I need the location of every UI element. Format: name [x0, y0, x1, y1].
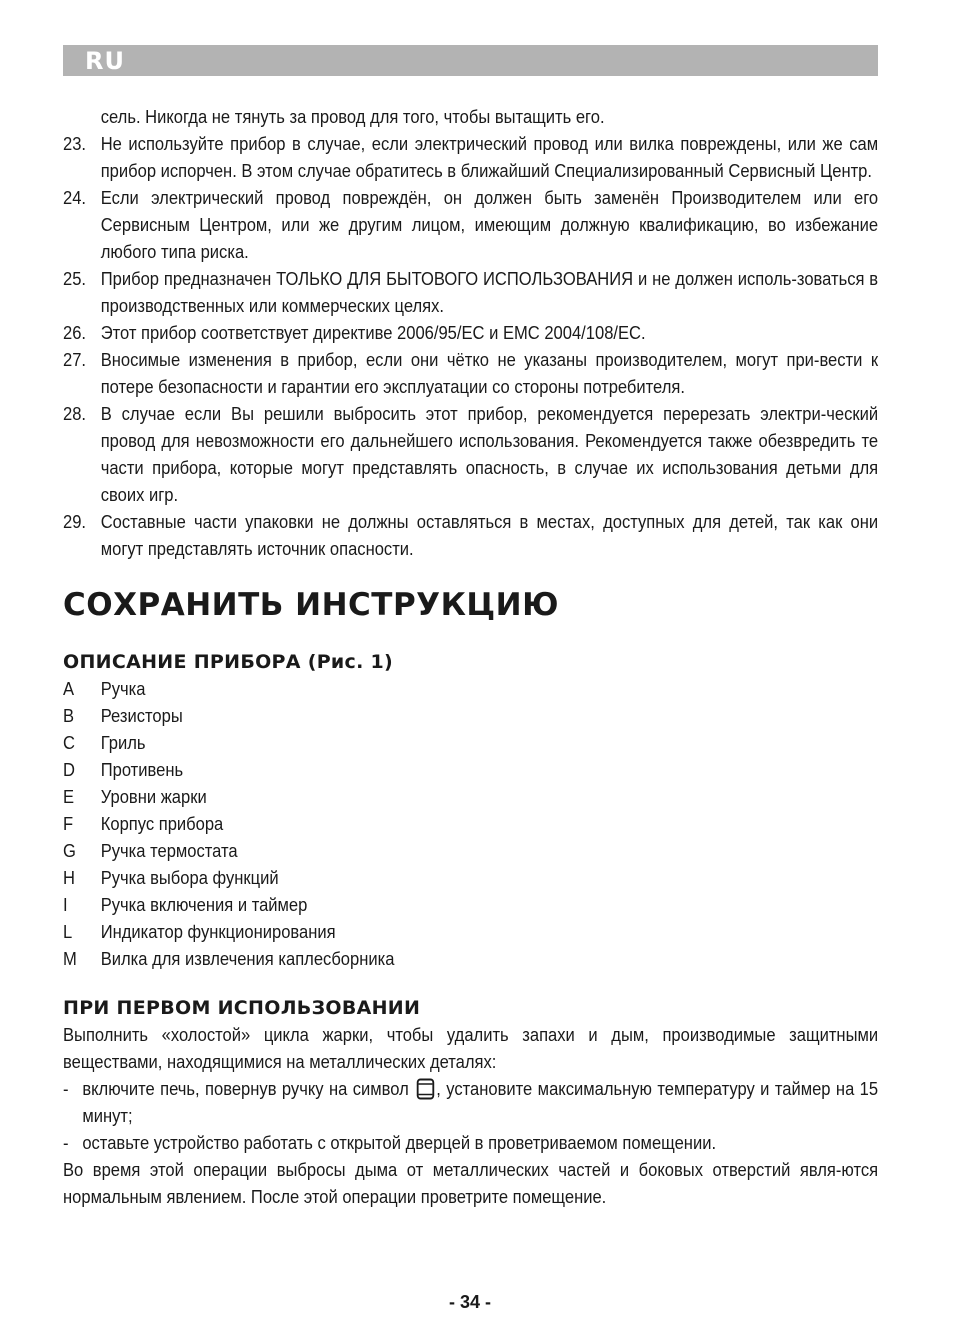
part-item-i [63, 892, 878, 919]
first-use-step-2 [63, 1130, 878, 1157]
language-code: RU [85, 47, 125, 75]
part-item-g [63, 838, 878, 865]
item-text: Не используйте прибор в случае, если электрический провод или вилка повреждены, или же сам прибор испорчен. В этом случае обратитесь в ближайший Специализированный Сервисный Центр. [100, 134, 879, 181]
safety-item-24 [63, 185, 878, 266]
safety-item-29 [63, 509, 878, 563]
main-title: СОХРАНИТЬ ИНСТРУКЦИЮ [63, 587, 560, 623]
part-letter: L [63, 922, 73, 942]
part-label: Вилка для извлечения каплесборника [100, 949, 395, 969]
item-text: Этот прибор соответствует директиве 2006/95/EC и EMC 2004/108/EC. [100, 323, 646, 343]
item-text: Составные части упаковки не должны оставляться в местах, доступных для детей, так как они могут представлять источник опасности. [100, 512, 879, 559]
part-label: Гриль [100, 733, 146, 753]
part-letter: F [63, 814, 74, 834]
part-letter: G [63, 841, 76, 861]
part-item-b [63, 703, 878, 730]
part-letter: D [63, 760, 75, 780]
item-text: Вносимые изменения в прибор, если они чётко не указаны производителем, могут при-вести к потере безопасности и гарантии его эксплуатации со стороны потребителя. [100, 350, 879, 397]
first-use-title: ПРИ ПЕРВОМ ИСПОЛЬЗОВАНИИ [63, 997, 421, 1019]
continuation-text: сель. Никогда не тянуть за провод для того, чтобы вытащить его. [100, 107, 605, 127]
part-letter: A [63, 679, 75, 699]
page-content [63, 104, 878, 1211]
part-item-f [63, 811, 878, 838]
item-number: 25. [63, 269, 87, 289]
step-text-before-icon: включите печь, повернув ручку на символ [82, 1079, 409, 1099]
item-number: 23. [63, 134, 87, 154]
part-item-h [63, 865, 878, 892]
part-letter: M [63, 949, 77, 969]
item-text: В случае если Вы решили выбросить этот прибор, рекомендуется перерезать электри-ческий провод для невозможности его дальнейшего использования. Рекомендуется также обезвредить те части прибора, которые могут представлять опасность, в случае их использования детьми для своих игр. [100, 404, 879, 505]
part-label: Ручка выбора функций [100, 868, 279, 888]
page-number: - 34 - [448, 1292, 491, 1312]
part-label: Резисторы [100, 706, 183, 726]
first-use-intro: Выполнить «холостой» цикла жарки, чтобы удалить запахи и дым, производимые защитными веществами, находящимися на металлических деталях: [63, 1025, 879, 1072]
safety-item-23 [63, 131, 878, 185]
safety-item-25 [63, 266, 878, 320]
description-title: ОПИСАНИЕ ПРИБОРА (Рис. 1) [63, 651, 394, 673]
part-item-m [63, 946, 878, 973]
item-number: 26. [63, 323, 87, 343]
part-label: Уровни жарки [100, 787, 207, 807]
item-text: Прибор предназначен ТОЛЬКО ДЛЯ БЫТОВОГО ИСПОЛЬЗОВАНИЯ и не должен исполь-зоваться в производственных или коммерческих целях. [100, 269, 879, 316]
item-text: Если электрический провод повреждён, он должен быть заменён Производителем или его Сервисным Центром, или же другим лицом, имеющим должную квалификацию, во избежание любого типа риска. [100, 188, 879, 262]
part-label: Ручка включения и таймер [100, 895, 308, 915]
language-header-bar [63, 45, 878, 76]
part-label: Ручка [100, 679, 146, 699]
oven-mode-icon [416, 1078, 434, 1100]
item-number: 29. [63, 512, 87, 532]
step-dash: - [63, 1079, 69, 1099]
step-text: оставьте устройство работать с открытой дверцей в проветриваемом помещении. [82, 1133, 717, 1153]
first-use-step-1 [63, 1076, 878, 1130]
step-dash: - [63, 1133, 69, 1153]
part-letter: C [63, 733, 75, 753]
part-letter: I [63, 895, 68, 915]
item-number: 24. [63, 188, 87, 208]
step-text-after-icon: , установите максимальную температуру и таймер на 15 минут; [82, 1079, 879, 1126]
part-item-e [63, 784, 878, 811]
step-text [82, 1076, 878, 1130]
part-letter: E [63, 787, 75, 807]
item-number: 28. [63, 404, 87, 424]
safety-item-26 [63, 320, 878, 347]
part-item-d [63, 757, 878, 784]
safety-item-27 [63, 347, 878, 401]
part-letter: H [63, 868, 75, 888]
part-label: Ручка термостата [100, 841, 238, 861]
safety-item-28 [63, 401, 878, 509]
part-label: Противень [100, 760, 184, 780]
part-label: Корпус прибора [100, 814, 224, 834]
item-number: 27. [63, 350, 87, 370]
part-item-a [63, 676, 878, 703]
part-label: Индикатор функционирования [100, 922, 336, 942]
first-use-outro: Во время этой операции выбросы дыма от металлических частей и боковых отверстий явля-ются нормальным явлением. После этой операции проветрите помещение. [63, 1160, 879, 1207]
part-item-l [63, 919, 878, 946]
part-item-c [63, 730, 878, 757]
part-letter: B [63, 706, 75, 726]
